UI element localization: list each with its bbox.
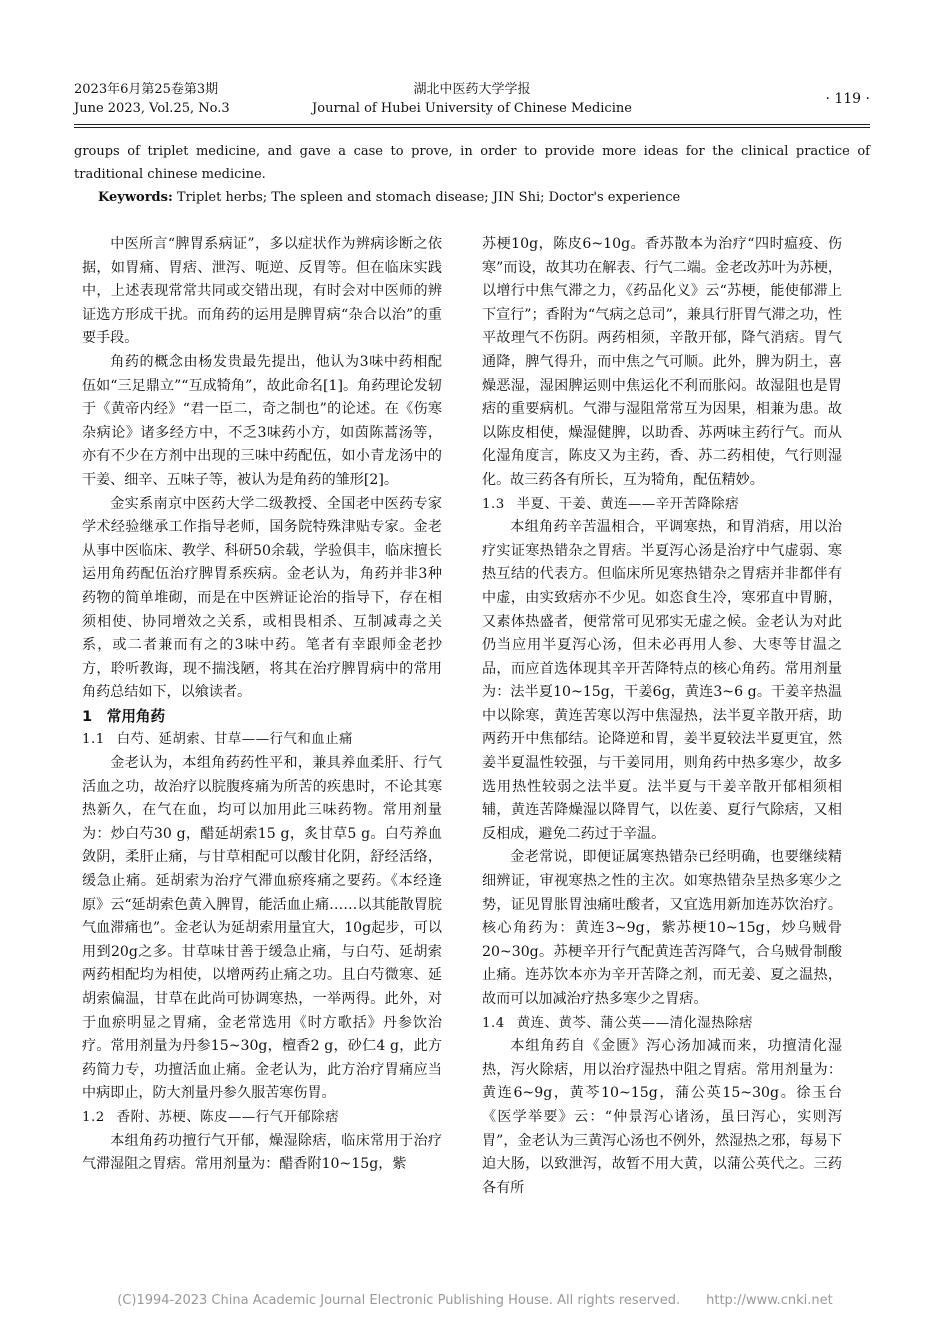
journal-name-cn: 湖北中医药大学学报 [413,82,531,97]
subsection-heading-1-4 [482,1012,842,1036]
subsection-number: 1.4 [482,1015,505,1031]
left-column [82,233,442,1177]
intro-paragraph-3: 金实系南京中医药大学二级教授、全国老中医药专家学术经验继承工作指导老师，国务院特殊津贴专家。金老从事中医临床、教学、科研50余载，学验俱丰，临床擅长运用角药配伍治疗脾胃系疾病。金老认为，角药并非3种药物的简单堆砌，而是在中医辨证论治的指导下，存在相须相使、协同增效之关系，或相畏相杀、互制减毒之关系，或二者兼而有之的3味中药。笔者有幸跟师金老抄方，聆听教诲，现不揣浅陋，将其在治疗脾胃病中的常用角药总结如下，以飨读者。 [82,495,442,701]
page-number: · 119 · [825,91,870,107]
subsection-number: 1.3 [482,496,505,512]
body-paragraph-1-3a: 本组角药辛苦温相合，平调寒热，和胃消痞，用以治疗实证寒热错杂之胃痞。半夏泻心汤是治疗中气虚弱、寒热互结的代表方。但临床所见寒热错杂之胃痞并非都伴有中虚，由实致痞亦不少见。如恣食生冷，寒邪直中胃腑，又素体热盛者，便常常可见邪实无虚之候。金老认为对此仍当应用半夏泻心汤，但未必再用人参、大枣等甘温之品，而应首选体现其辛开苦降特点的核心角药。常用剂量为：法半夏10~15g，干姜6g，黄连3~6 g。干姜辛热温中以除寒，黄连苦寒以泻中焦湿热，法半夏辛散开痞，助两药开中焦郁结。论降逆和胃，姜半夏较法半夏更宜，然姜半夏温性较强，与干姜同用，则角药中热多寒少，故多选用热性较弱之法半夏。法半夏与干姜辛散开郁相须相辅，黄连苦降燥湿以降胃气，以佐姜、夏行气除痞，又相反相成，避免二药过于辛温。 [482,519,842,842]
right-column [482,233,842,1200]
keywords-text: Triplet herbs; The spleen and stomach disease; JIN Shi; Doctor's experience [176,190,681,205]
body-paragraph-1-4: 本组角药自《金匮》泻心汤加减而来，功擅清化湿热，泻火除痞，用以治疗湿热中阻之胃痞。常用剂量为：黄连6~9g，黄芩10~15g，蒲公英15~30g。徐玉台《医学举要》云：“仲景泻心诸汤，虽曰泻心，实则泻胃”，金老认为三黄泻心汤也不例外，然湿热之邪，每易下迫大肠，以致泄泻，故暂不用大黄，以蒲公英代之。三药各有所 [482,1038,842,1196]
keywords-line [98,188,870,208]
journal-name-en: Journal of Hubei University of Chinese Medicine [312,101,632,116]
subsection-heading-1-3 [482,493,842,517]
subsection-title: 白芍、延胡索、甘草——行气和血止痛 [116,732,353,748]
keywords-label: Keywords: [98,190,173,205]
subsection-title: 香附、苏梗、陈皮——行气开郁除痞 [116,1109,340,1125]
subsection-heading-1-2 [82,1106,442,1130]
header-rule-second [74,127,870,128]
issue-date-en: June 2023, Vol.25, No.3 [74,101,230,116]
issue-date-cn: 2023年6月第25卷第3期 [74,82,219,97]
subsection-title: 黄连、黄芩、蒲公英——清化湿热除痞 [516,1015,753,1031]
subsection-heading-1-1 [82,728,442,752]
running-header [74,80,870,124]
subsection-title: 半夏、干姜、黄连——辛开苦降除痞 [516,496,740,512]
intro-paragraph-2: 角药的概念由杨发贵最先提出，他认为3味中药相配伍如“三足鼎立”“互成犄角”，故此命名[1]。角药理论发轫于《黄帝内经》“君一臣二，奇之制也”的论述。在《伤寒杂病论》诸多经方中，不乏3味药小方，如茵陈蒿汤等，亦有不少在方剂中出现的三味中药配伍，如小青龙汤中的干姜、细辛、五味子等，被认为是角药的雏形[2]。 [82,353,442,488]
header-rule [74,124,870,125]
copyright-footer: (C)1994-2023 China Academic Journal Electronic Publishing House. All rights reserved. http://www.cnki.net [117,1293,833,1308]
intro-paragraph-1: 中医所言“脾胃系病证”，多以症状作为辨病诊断之依据，如胃痛、胃痞、泄泻、呃逆、反胃等。但在临床实践中，上述表现常常共同或交错出现，有时会对中医师的辨证选方形成干扰。而角药的运用是脾胃病“杂合以治”的重要手段。 [82,236,442,347]
abstract-tail: groups of triplet medicine, and gave a case to prove, in order to provide more ideas for the clinical practice of traditional chinese medicine. [74,144,870,182]
body-paragraph-1-3b: 金老常说，即便证属寒热错杂已经明确，也要继续精细辨证，审视寒热之性的主次。如寒热错杂呈热多寒少之势，证见胃胀胃浊痛吐酸者，又宜选用新加连苏饮治疗。核心角药为：黄连3~9g，紫苏梗10~15g，炒乌贼骨20~30g。苏梗辛开行气配黄连苦泻降气，合乌贼骨制酸止痛。连苏饮本亦为辛开苦降之剂，而无姜、夏之温热，故而可以加减治疗热多寒少之胃痞。 [482,849,842,1007]
section-heading-1: 1 常用角药 [82,707,166,725]
subsection-number: 1.2 [82,1109,105,1125]
body-paragraph-1-1: 金老认为，本组角药药性平和，兼具养血柔肝、行气活血之功，故治疗以脘腹疼痛为所苦的疾患时，不论其寒热新久，在气在血，均可以加用此三味药物。常用剂量为：炒白芍30 g，醋延胡索15 g，炙甘草5 g。白芍养血敛阴，柔肝止痛，与甘草相配可以酸甘化阴，舒经活络，缓急止痛。延胡索为治疗气滞血瘀疼痛之要药。《本经逢原》云“延胡索色黄入脾胃，能活血止痛……以其能散胃脘气血滞痛也”。金老认为延胡索用量宜大，10g起步，可以用到20g之多。甘草味甘善于缓急止痛，与白芍、延胡索两药相配均为相使，以增两药止痛之功。且白芍微寒、延胡索偏温，甘草在此尚可协调寒热，一举两得。此外，对于血瘀明显之胃痛，金老常选用《时方歌括》丹参饮治疗。常用剂量为丹参15~30g，檀香2 g，砂仁4 g，此方药简力专，功擅活血止痛。金老认为，此方治疗胃痛应当中病即止，防大剂量丹参久服苦寒伤胃。 [82,755,442,1102]
journal-name [74,80,870,118]
body-paragraph-1-2: 本组角药功擅行气开郁，燥湿除痞，临床常用于治疗气滞湿阻之胃痞。常用剂量为：醋香附10~15g，紫 [82,1132,442,1173]
subsection-number: 1.1 [82,732,105,748]
body-paragraph-1-2-cont: 苏梗10g，陈皮6~10g。香苏散本为治疗“四时瘟疫、伤寒”而设，故其功在解表、行气二端。金老改苏叶为苏梗，以增行中焦气滞之力，《药品化义》云“苏梗，能使郁滞上下宣行”；香附为“气病之总司”，兼具行肝胃气滞之功，性平故理气不伤阴。两药相须，辛散开郁，降气消痞。胃气通降，脾气得升，而中焦之气可顺。此外，脾为阴土，喜燥恶湿，湿困脾运则中焦运化不利而胀闷。故湿阻也是胃痞的重要病机。气滞与湿阻常常互为因果，相兼为患。故以陈皮相使，燥湿健脾，以助香、苏两味主药行气。而从化湿角度言，陈皮又为主药，香、苏二药相使，气行则湿化。故三药各有所长，互为犄角，配伍精妙。 [482,236,842,488]
